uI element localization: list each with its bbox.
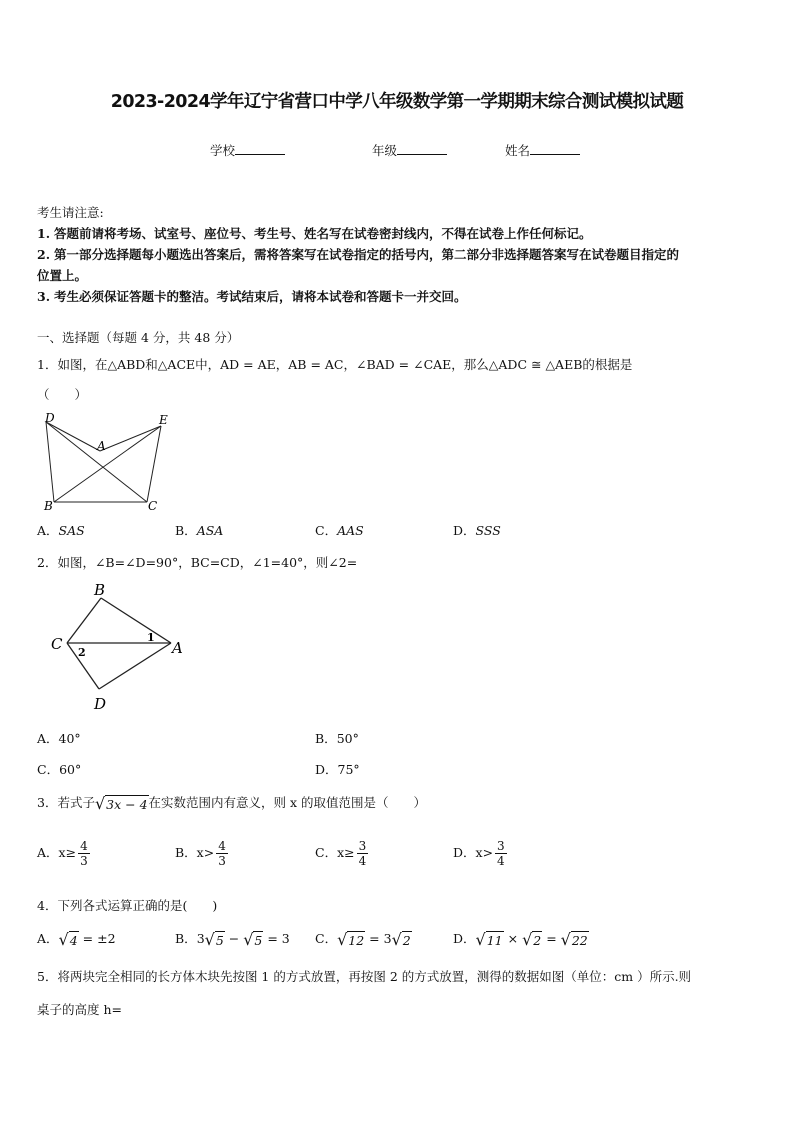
name-blank[interactable] xyxy=(530,142,580,155)
q3-option-c-den: 4 xyxy=(358,854,367,868)
q2-angle-1: 1 xyxy=(147,631,155,644)
q2-option-b[interactable] xyxy=(315,729,359,747)
q2-option-c-value: 60° xyxy=(59,762,82,777)
q4-text: 4．下列各式运算正确的是( ) xyxy=(37,898,218,913)
q3-option-b-num: 4 xyxy=(218,839,226,853)
q3-text xyxy=(37,793,426,813)
q4-option-a[interactable]: A． √ 4 = ±2 xyxy=(37,929,116,949)
q2-option-a[interactable] xyxy=(37,729,81,747)
q1-label-c: C xyxy=(148,499,158,513)
q4-option-d-radicand-3: 22 xyxy=(571,932,588,948)
q4-option-d-key: D． xyxy=(453,931,476,946)
q1-option-d-key: D． xyxy=(453,523,476,538)
q1-figure xyxy=(37,406,177,516)
q1-option-a[interactable] xyxy=(37,521,85,539)
q3-radicand: 3x − 4 xyxy=(106,796,148,812)
name-label: 姓名 xyxy=(505,143,531,158)
q2-option-d-key: D． xyxy=(315,762,338,777)
q3-option-d-key: D．x> xyxy=(453,845,494,860)
q3-option-b[interactable] xyxy=(175,839,230,868)
q2-label-a: A xyxy=(172,639,183,657)
q2-label-b: B xyxy=(94,581,106,599)
q3-option-a-key: A．x≥ xyxy=(37,845,77,860)
q1-label-b: B xyxy=(44,499,53,513)
q3-option-a[interactable] xyxy=(37,839,92,868)
q4-option-a-rest: = ±2 xyxy=(78,931,116,946)
q4-option-c-radicand-1: 12 xyxy=(348,932,365,948)
q4-option-b-rest: = 3 xyxy=(263,931,290,946)
q2-text: 2．如图，∠B=∠D=90°，BC=CD，∠1=40°，则∠2= xyxy=(37,555,358,570)
notice-item-1-text: 答题前请将考场、试室号、座位号、考生号、姓名写在试卷密封线内，不得在试卷上作任何标记。 xyxy=(54,226,592,241)
notice-item-1 xyxy=(37,224,592,242)
q2-option-c[interactable] xyxy=(37,760,81,778)
q1-option-c-key: C． xyxy=(315,523,338,538)
q2-option-b-key: B． xyxy=(315,731,337,746)
notice-item-3 xyxy=(37,287,467,305)
q4-option-d-eq: = xyxy=(542,931,561,946)
notice-item-2-text-b: 位置上。 xyxy=(37,268,88,283)
q2-option-a-value: 40° xyxy=(58,731,81,746)
q1-option-c[interactable] xyxy=(315,521,364,539)
q1-paren: （ ） xyxy=(37,387,88,402)
q3-option-d-num: 3 xyxy=(497,839,505,853)
section-heading: 一、选择题（每题 4 分，共 48 分） xyxy=(37,330,240,345)
q1-option-b-key: B． xyxy=(175,523,197,538)
school-field[interactable] xyxy=(210,141,285,159)
q4-option-b-minus: − xyxy=(224,931,244,946)
q2-option-b-value: 50° xyxy=(336,731,359,746)
q1-label-a: A xyxy=(97,439,106,453)
q4-option-c-radicand-2: 2 xyxy=(402,932,411,948)
q2-label-d: D xyxy=(94,695,107,713)
q5-line-1: 5．将两块完全相同的长方体木块先按图 1 的方式放置，再按图 2 的方式放置，测得的数据如图（单位：cm ）所示.则 xyxy=(37,969,692,984)
q3-option-a-num: 4 xyxy=(80,839,88,853)
q3-option-c[interactable] xyxy=(315,839,370,868)
notice-item-2-cont xyxy=(37,266,87,284)
q3-prefix: 3．若式子 xyxy=(37,795,95,810)
notice-item-2-text: 第一部分选择题每小题选出答案后，需将答案写在试卷指定的括号内，第二部分非选择题答案写在试卷题目指定的 xyxy=(54,247,680,262)
q4-option-b-key: B． xyxy=(175,931,197,946)
grade-label: 年级 xyxy=(372,143,398,158)
q4-option-b-radicand-2: 5 xyxy=(254,932,263,948)
q1-label-e: E xyxy=(159,413,168,427)
notice-item-3-num: 3. xyxy=(37,289,51,304)
q1-option-a-value: SAS xyxy=(58,523,85,538)
q4-option-a-radicand: 4 xyxy=(69,932,78,948)
notice-item-3-text: 考生必须保证答题卡的整洁。考试结束后，请将本试卷和答题卡一并交回。 xyxy=(54,289,467,304)
notice-item-1-num: 1. xyxy=(37,226,51,241)
q1-option-d-value: SSS xyxy=(475,523,501,538)
q4-option-c[interactable]: C． √ 12 = 3 √ 2 xyxy=(315,929,411,949)
q3-option-c-num: 3 xyxy=(358,839,367,853)
name-field[interactable] xyxy=(505,141,580,159)
q4-option-d[interactable]: D． √ 11 × √ 2 = √ 22 xyxy=(453,929,588,949)
q2-figure xyxy=(47,576,197,716)
q1-option-a-key: A． xyxy=(37,523,59,538)
q3-option-a-den: 3 xyxy=(80,854,88,868)
q4-option-d-radicand-1: 11 xyxy=(486,932,503,948)
q4-option-b-radicand-1: 5 xyxy=(215,932,224,948)
q2-option-d-value: 75° xyxy=(337,762,360,777)
q2-option-a-key: A． xyxy=(37,731,59,746)
q4-option-c-key: C． xyxy=(315,931,338,946)
q2-angle-2: 2 xyxy=(78,646,86,659)
school-blank[interactable] xyxy=(235,142,285,155)
q1-label-d: D xyxy=(45,411,55,425)
notice-heading: 考生请注意: xyxy=(37,205,104,220)
page-title: 2023-2024学年辽宁省营口中学八年级数学第一学期期末综合测试模拟试题 xyxy=(110,92,684,112)
q4-option-a-key: A． xyxy=(37,931,59,946)
q3-option-d[interactable] xyxy=(453,839,509,868)
notice-item-2 xyxy=(37,245,679,263)
q2-option-c-key: C． xyxy=(37,762,60,777)
q1-option-b-value: ASA xyxy=(196,523,224,538)
school-label: 学校 xyxy=(210,143,236,158)
q4-option-d-radicand-2: 2 xyxy=(533,932,542,948)
notice-item-2-num: 2. xyxy=(37,247,51,262)
grade-blank[interactable] xyxy=(397,142,447,155)
q3-option-b-den: 3 xyxy=(218,854,226,868)
q1-option-d[interactable] xyxy=(453,521,501,539)
q1-option-c-value: AAS xyxy=(337,523,364,538)
q4-option-c-mid: = 3 xyxy=(365,931,392,946)
q4-option-d-times: × xyxy=(503,931,523,946)
q3-suffix: 在实数范围内有意义，则 x 的取值范围是（ ） xyxy=(148,795,427,810)
q3-option-c-key: C．x≥ xyxy=(315,845,355,860)
q5-line-2: 桌子的高度 h= xyxy=(37,1002,122,1017)
q1-option-b[interactable] xyxy=(175,521,223,539)
q4-option-b[interactable]: B．3 √ 5 − √ 5 = 3 xyxy=(175,929,290,949)
q3-option-b-key: B．x> xyxy=(175,845,215,860)
grade-field[interactable] xyxy=(372,141,447,159)
q2-option-d[interactable] xyxy=(315,760,360,778)
q3-option-d-den: 4 xyxy=(497,854,505,868)
q4-option-b-coef: 3 xyxy=(196,931,205,946)
q1-text: 1．如图，在△ABD和△ACE中，AD = AE，AB = AC，∠BAD = ∠CAE，那么△ADC ≅ △AEB的根据是 xyxy=(37,357,633,372)
q3-radical: √ 3x − 4 xyxy=(94,793,148,813)
q2-label-c: C xyxy=(51,635,63,653)
